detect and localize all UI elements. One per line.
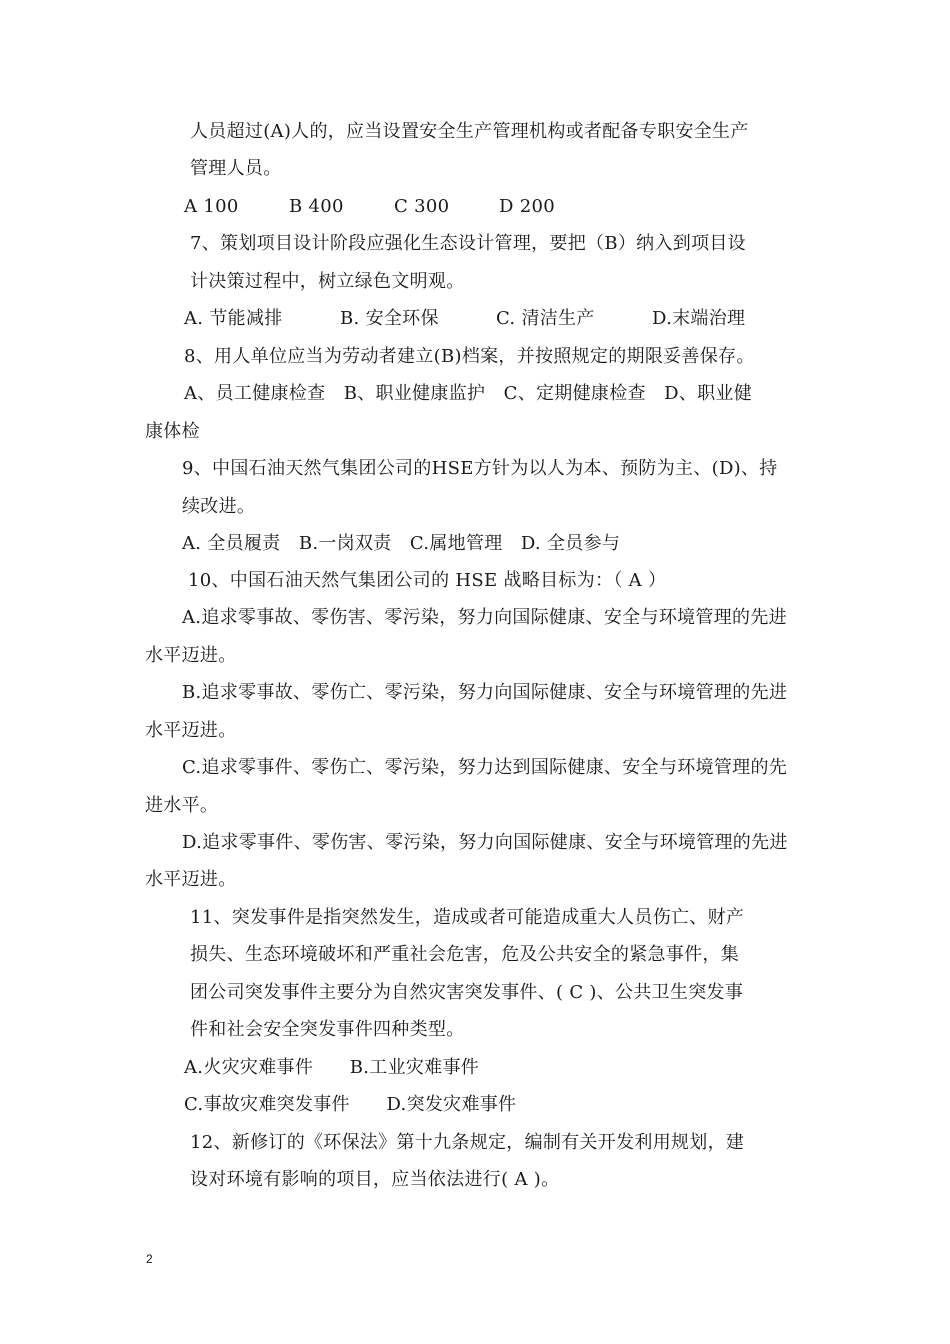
text-line: 水平迈进。 xyxy=(145,645,237,666)
text-line: 康体检 xyxy=(145,421,200,442)
option: B. 安全环保 xyxy=(340,308,439,329)
text-line: B.追求零事故、零伤亡、零污染，努力向国际健康、安全与环境管理的先进 xyxy=(182,682,788,703)
text-line: 9、中国石油天然气集团公司的HSE方针为以人为本、预防为主、(D)、持 xyxy=(182,458,778,479)
text-line: 团公司突发事件主要分为自然灾害突发事件、( C )、公共卫生突发事 xyxy=(190,982,744,1003)
q6-options xyxy=(184,195,555,219)
text-line: 7、策划项目设计阶段应强化生态设计管理，要把（B）纳入到项目设 xyxy=(190,233,746,254)
text-line: A.追求零事故、零伤害、零污染，努力向国际健康、安全与环境管理的先进 xyxy=(182,607,787,628)
text-line: A.火灾灾难事件 B.工业灾难事件 xyxy=(184,1057,480,1078)
text-line: 8、用人单位应当为劳动者建立(B)档案，并按照规定的期限妥善保存。 xyxy=(184,346,755,367)
text-line: 水平迈进。 xyxy=(145,720,237,741)
option: D.末端治理 xyxy=(652,308,746,329)
text-line: 10、中国石油天然气集团公司的 HSE 战略目标为：（ A ） xyxy=(188,570,667,591)
text-line: 管理人员。 xyxy=(190,158,282,179)
text-line: 11、突发事件是指突然发生，造成或者可能造成重大人员伤亡、财产 xyxy=(190,907,745,928)
text-line: D.追求零事件、零伤害、零污染，努力向国际健康、安全与环境管理的先进 xyxy=(182,832,788,853)
option: C. 清洁生产 xyxy=(496,308,595,329)
text-line: 12、新修订的《环保法》第十九条规定，编制有关开发利用规划，建 xyxy=(190,1132,745,1153)
option: C 300 xyxy=(394,196,450,217)
text-line: 损失、生态环境破坏和严重社会危害，危及公共安全的紧急事件，集 xyxy=(190,944,739,965)
text-line: A、员工健康检查 B、职业健康监护 C、定期健康检查 D、职业健 xyxy=(184,383,753,404)
option: D 200 xyxy=(499,196,556,217)
option: B 400 xyxy=(289,196,344,217)
text-line: 件和社会安全突发事件四种类型。 xyxy=(190,1019,465,1040)
page-number: 2 xyxy=(146,1252,153,1266)
text-line: 进水平。 xyxy=(145,795,219,816)
option: A. 节能减排 xyxy=(184,308,283,329)
text-line: A. 全员履责 B.一岗双责 C.属地管理 D. 全员参与 xyxy=(182,533,621,554)
q7-options xyxy=(184,307,745,331)
text-line: 计决策过程中，树立绿色文明观。 xyxy=(190,271,465,292)
text-line: 续改进。 xyxy=(182,496,256,517)
text-line: 人员超过(A)人的，应当设置安全生产管理机构或者配备专职安全生产 xyxy=(190,121,749,142)
text-line: 水平迈进。 xyxy=(145,869,237,890)
text-line: C.追求零事件、零伤亡、零污染，努力达到国际健康、安全与环境管理的先 xyxy=(182,757,788,778)
text-line: C.事故灾难突发事件 D.突发灾难事件 xyxy=(184,1094,517,1115)
option: A 100 xyxy=(184,196,239,217)
text-line: 设对环境有影响的项目，应当依法进行( A )。 xyxy=(190,1169,560,1190)
